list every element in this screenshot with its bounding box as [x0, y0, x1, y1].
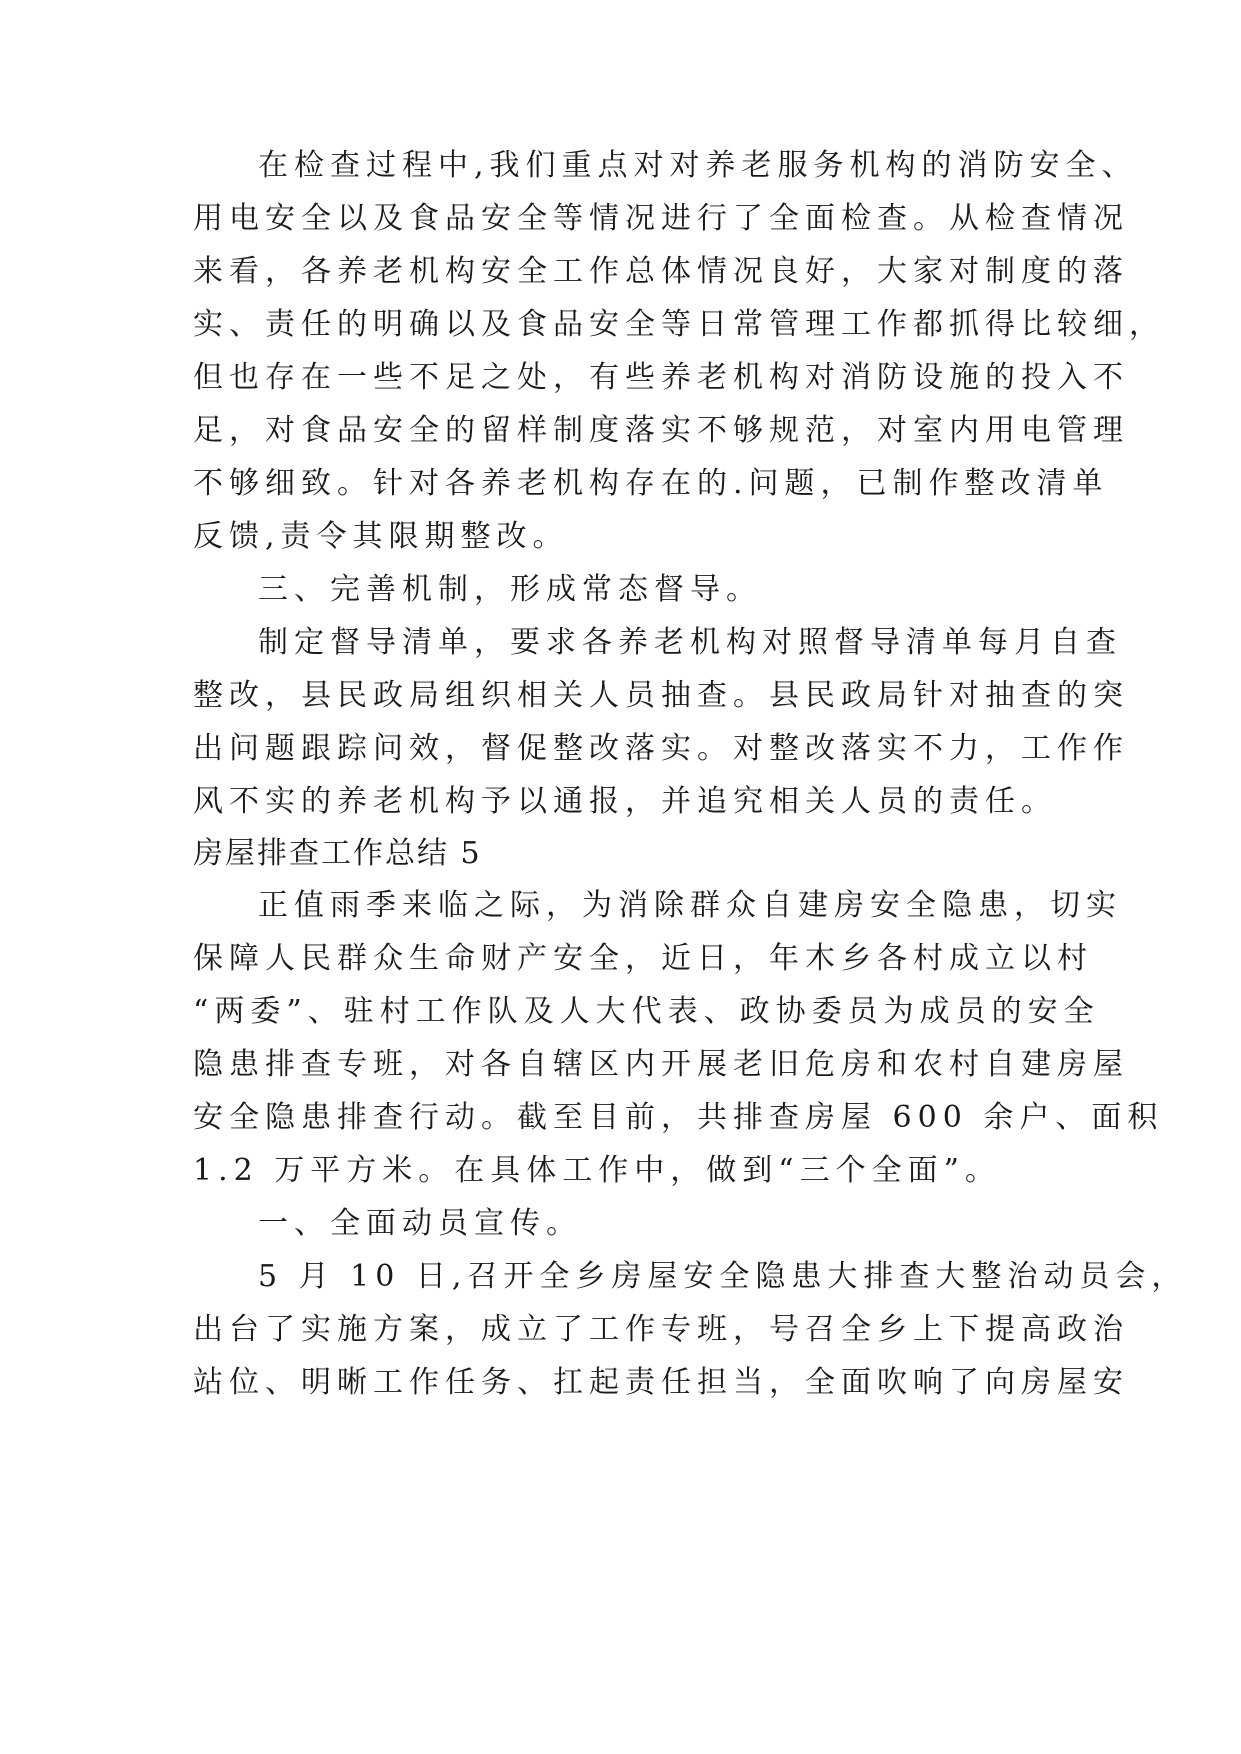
section-heading: 一、全面动员宣传。 [258, 1206, 582, 1241]
section-heading: 三、完善机制，形成常态督导。 [258, 572, 762, 607]
paragraph-line: 正值雨季来临之际，为消除群众自建房安全隐患，切实 [258, 888, 1122, 923]
paragraph-line: 5 月 10 日,召开全乡房屋安全隐患大排查大整治动员会， [258, 1259, 1188, 1294]
document-title: 房屋排查工作总结 5 [193, 836, 482, 871]
paragraph-line: 不够细致。针对各养老机构存在的.问题，已制作整改清单 [193, 466, 1109, 501]
paragraph-line: 出台了实施方案，成立了工作专班，号召全乡上下提高政治 [193, 1312, 1129, 1347]
paragraph-line: 安全隐患排查行动。截至目前，共排查房屋 600 余户、面积 [193, 1100, 1164, 1135]
paragraph-line: 反馈,责令其限期整改。 [193, 519, 569, 554]
paragraph-line: 整改，县民政局组织相关人员抽查。县民政局针对抽查的突 [193, 678, 1129, 713]
paragraph-line: 制定督导清单，要求各养老机构对照督导清单每月自查 [258, 625, 1122, 660]
paragraph-line: 风不实的养老机构予以通报，并追究相关人员的责任。 [193, 784, 1057, 819]
paragraph-line: 出问题跟踪问效，督促整改落实。对整改落实不力，工作作 [193, 731, 1129, 766]
paragraph-line: 但也存在一些不足之处，有些养老机构对消防设施的投入不 [193, 360, 1129, 395]
paragraph-line: 隐患排查专班，对各自辖区内开展老旧危房和农村自建房屋 [193, 1047, 1129, 1082]
paragraph-line: 足，对食品安全的留样制度落实不够规范，对室内用电管理 [193, 413, 1129, 448]
paragraph-line: 用电安全以及食品安全等情况进行了全面检查。从检查情况 [193, 201, 1129, 236]
paragraph-line: 在检查过程中,我们重点对对养老服务机构的消防安全、 [258, 148, 1138, 183]
paragraph-line: 站位、明晰工作任务、扛起责任担当，全面吹响了向房屋安 [193, 1365, 1129, 1400]
paragraph-line: 1.2 万平方米。在具体工作中，做到“三个全面”。 [193, 1153, 1001, 1188]
paragraph-line: 来看，各养老机构安全工作总体情况良好，大家对制度的落 [193, 254, 1129, 289]
paragraph-line: 实、责任的明确以及食品安全等日常管理工作都抓得比较细， [193, 307, 1165, 342]
paragraph-line: “两委”、驻村工作队及人大代表、政协委员为成员的安全 [193, 994, 1100, 1029]
paragraph-line: 保障人民群众生命财产安全，近日，年木乡各村成立以村 [193, 941, 1093, 976]
